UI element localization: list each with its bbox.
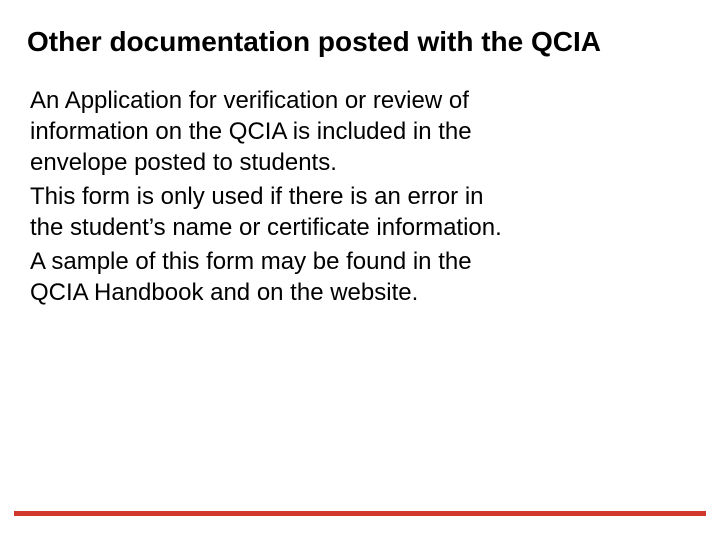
paragraph-line: information on the QCIA is included in the [30, 118, 472, 145]
slide-body [30, 85, 630, 311]
paragraph-line: A sample of this form may be found in the [30, 248, 472, 275]
paragraph-form-usage [30, 181, 630, 243]
paragraph-line: This form is only used if there is an error in [30, 183, 484, 210]
slide-title: Other documentation posted with the QCIA [27, 26, 601, 57]
paragraph-line: the student’s name or certificate information. [30, 214, 502, 241]
paragraph-line: QCIA Handbook and on the website. [30, 279, 419, 306]
paragraph-sample [30, 246, 630, 308]
paragraph-line: An Application for verification or review of [30, 87, 469, 114]
footer-accent-bar [14, 511, 706, 516]
paragraph-line: envelope posted to students. [30, 149, 337, 176]
paragraph-application [30, 85, 630, 178]
